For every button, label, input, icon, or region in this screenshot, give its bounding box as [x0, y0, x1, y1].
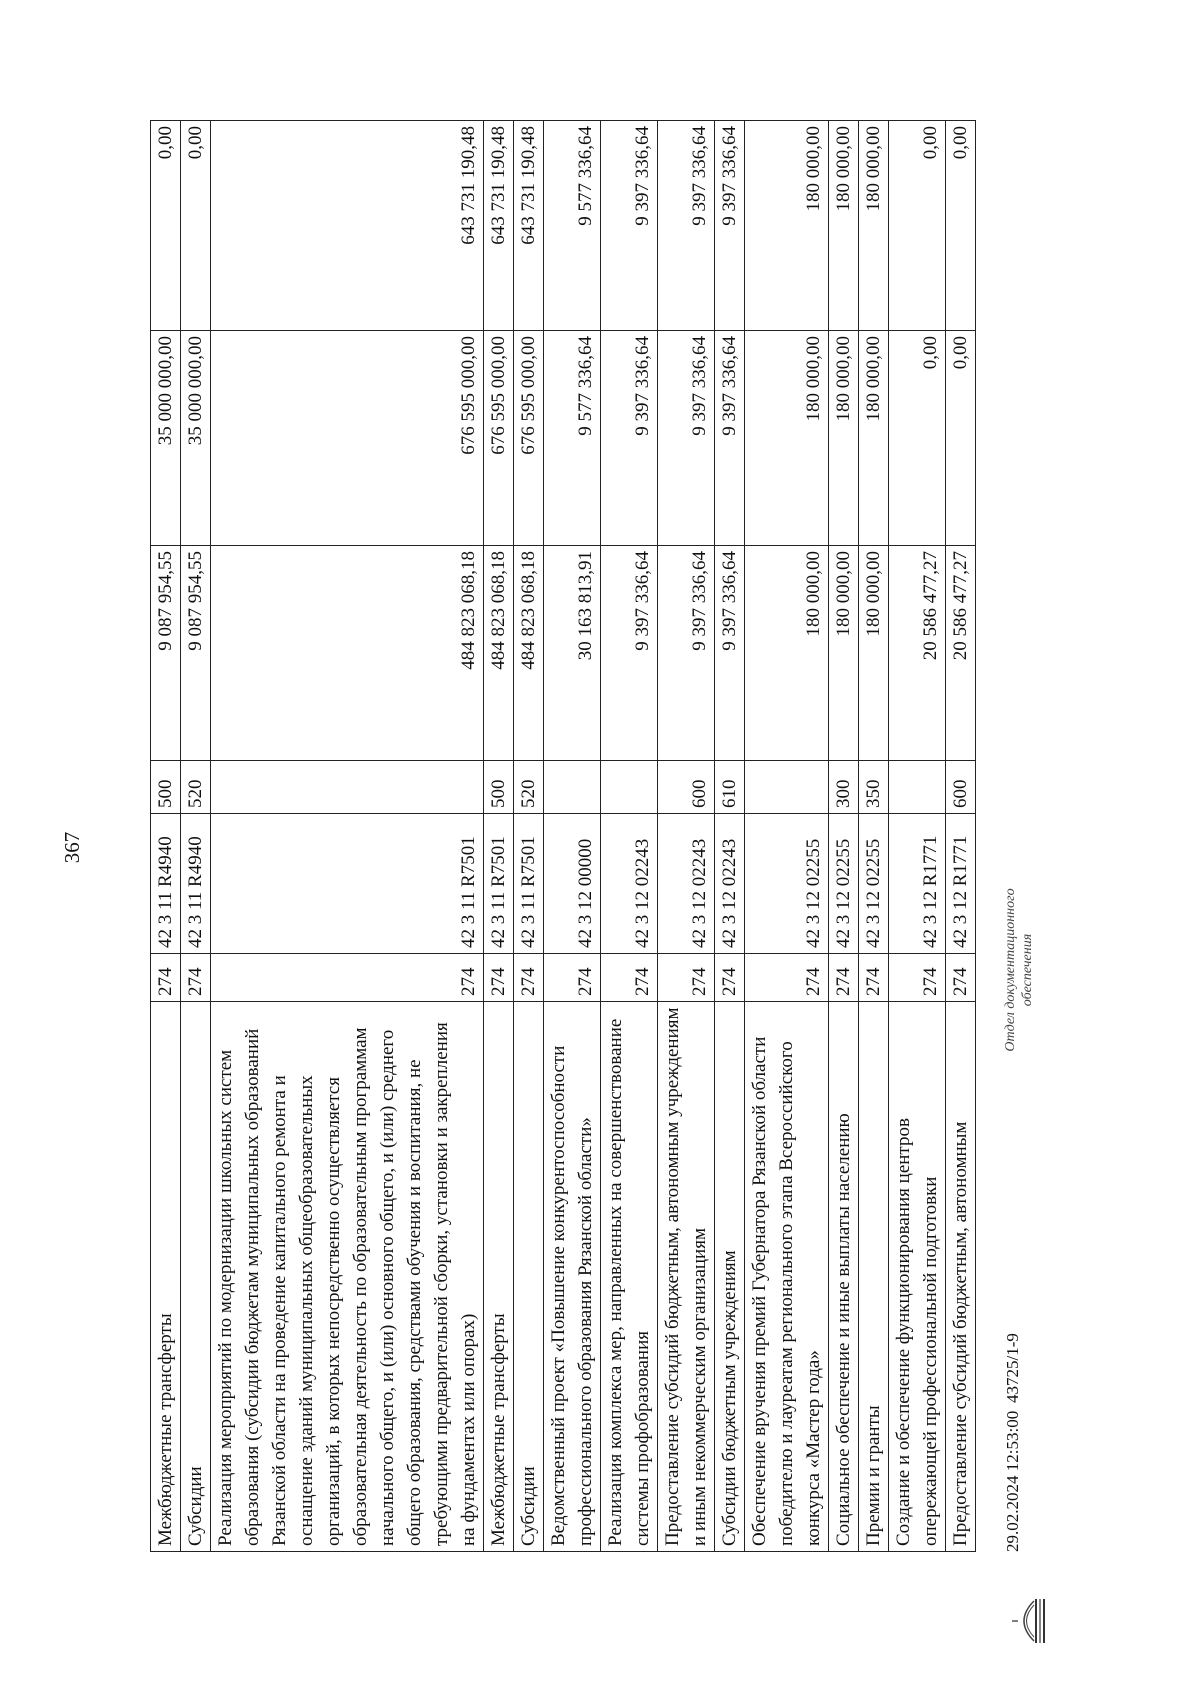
row-amount-year-3: 643 731 190,48: [211, 121, 484, 331]
row-expense-type: [544, 761, 601, 814]
row-amount-year-2: 676 595 000,00: [484, 331, 514, 546]
row-amount-year-3: 180 000,00: [859, 121, 889, 331]
row-amount-year-1: 20 586 477,27: [946, 546, 976, 761]
row-name: Реализация мероприятий по модернизации школьных систем образования (субсидии бюджетам муниципальных образований Рязанской области на проведение капитального ремонта и оснащение зданий муниципальных общеобразовательных организаций, в которых непосредственно осуществляется образовательная деятельность по образовательным программам начального общего, и (или) основного общего, и (или) среднего общего образования, средствами обучения и воспитания, не требующими предварительной сборки, установки и закрепления на фундаментах или опорах): [211, 1002, 484, 1552]
department-stamp: Отдел документационного обеспечения: [1003, 888, 1035, 1052]
row-amount-year-2: 0,00: [946, 331, 976, 546]
row-amount-year-1: 180 000,00: [745, 546, 829, 761]
row-expense-type: 600: [658, 761, 715, 814]
row-amount-year-2: 0,00: [889, 331, 946, 546]
row-amount-year-3: 643 731 190,48: [484, 121, 514, 331]
row-expense-type: 500: [484, 761, 514, 814]
row-admin-code: 274: [514, 954, 544, 1002]
row-amount-year-1: 484 823 068,18: [514, 546, 544, 761]
row-expense-type: [745, 761, 829, 814]
row-target-article: 42 3 12 02243: [658, 814, 715, 954]
table-row: [829, 121, 859, 1552]
table-row: [715, 121, 745, 1552]
table-row: [658, 121, 715, 1552]
row-amount-year-2: 9 397 336,64: [601, 331, 658, 546]
row-target-article: 42 3 11 R4940: [151, 814, 181, 954]
row-name: Межбюджетные трансферты: [484, 1002, 514, 1552]
coat-of-arms-icon: [1010, 1595, 1050, 1647]
row-admin-code: 274: [829, 954, 859, 1002]
row-name: Ведомственный проект «Повышение конкурентоспособности профессионального образования Рязанской области»: [544, 1002, 601, 1552]
table-row: [211, 121, 484, 1552]
table-row: [601, 121, 658, 1552]
row-target-article: 42 3 12 02255: [745, 814, 829, 954]
row-admin-code: 274: [658, 954, 715, 1002]
row-target-article: 42 3 11 R7501: [514, 814, 544, 954]
row-name: Премии и гранты: [859, 1002, 889, 1552]
row-admin-code: 274: [859, 954, 889, 1002]
row-amount-year-2: 676 595 000,00: [211, 331, 484, 546]
row-admin-code: 274: [151, 954, 181, 1002]
row-target-article: 42 3 12 02243: [601, 814, 658, 954]
row-target-article: 42 3 11 R7501: [484, 814, 514, 954]
row-admin-code: 274: [715, 954, 745, 1002]
row-expense-type: [889, 761, 946, 814]
row-name: Межбюджетные трансферты: [151, 1002, 181, 1552]
row-amount-year-3: 0,00: [946, 121, 976, 331]
row-amount-year-1: 9 397 336,64: [715, 546, 745, 761]
row-expense-type: 600: [946, 761, 976, 814]
row-name: Социальное обеспечение и иные выплаты населению: [829, 1002, 859, 1552]
row-target-article: 42 3 12 02243: [715, 814, 745, 954]
row-name: Предоставление субсидий бюджетным, автономным: [946, 1002, 976, 1552]
row-expense-type: 350: [859, 761, 889, 814]
row-amount-year-3: 0,00: [151, 121, 181, 331]
table-row: [946, 121, 976, 1552]
row-amount-year-3: 0,00: [889, 121, 946, 331]
row-amount-year-1: 9 087 954,55: [181, 546, 211, 761]
row-expense-type: 500: [151, 761, 181, 814]
row-amount-year-2: 9 397 336,64: [658, 331, 715, 546]
row-admin-code: 274: [181, 954, 211, 1002]
row-amount-year-3: 0,00: [181, 121, 211, 331]
row-admin-code: 274: [544, 954, 601, 1002]
row-expense-type: 300: [829, 761, 859, 814]
row-expense-type: [211, 761, 484, 814]
budget-table: [150, 120, 976, 1552]
row-target-article: 42 3 12 R1771: [946, 814, 976, 954]
row-name: Субсидии бюджетным учреждениям: [715, 1002, 745, 1552]
row-amount-year-2: 9 577 336,64: [544, 331, 601, 546]
row-amount-year-3: 9 397 336,64: [658, 121, 715, 331]
table-row: [544, 121, 601, 1552]
row-target-article: 42 3 11 R4940: [181, 814, 211, 954]
table-row: [745, 121, 829, 1552]
row-admin-code: 274: [889, 954, 946, 1002]
table-row: [181, 121, 211, 1552]
row-amount-year-1: 9 397 336,64: [658, 546, 715, 761]
row-amount-year-1: 180 000,00: [859, 546, 889, 761]
row-name: Обеспечение вручения премий Губернатора Рязанской области победителю и лауреатам регионального этапа Всероссийского конкурса «Мастер года»: [745, 1002, 829, 1552]
table-row: [484, 121, 514, 1552]
row-amount-year-1: 9 397 336,64: [601, 546, 658, 761]
row-amount-year-2: 676 595 000,00: [514, 331, 544, 546]
row-expense-type: 610: [715, 761, 745, 814]
row-admin-code: 274: [601, 954, 658, 1002]
row-name: Создание и обеспечение функционирования центров опережающей профессиональной подготовки: [889, 1002, 946, 1552]
row-name: Реализация комплекса мер, направленных на совершенствование системы профобразования: [601, 1002, 658, 1552]
row-amount-year-1: 484 823 068,18: [484, 546, 514, 761]
row-target-article: 42 3 12 R1771: [889, 814, 946, 954]
row-expense-type: 520: [181, 761, 211, 814]
row-amount-year-3: 9 397 336,64: [715, 121, 745, 331]
row-amount-year-3: 643 731 190,48: [514, 121, 544, 331]
table-row: [859, 121, 889, 1552]
row-amount-year-1: 9 087 954,55: [151, 546, 181, 761]
row-admin-code: 274: [211, 954, 484, 1002]
row-amount-year-2: 35 000 000,00: [151, 331, 181, 546]
row-amount-year-3: 180 000,00: [829, 121, 859, 331]
row-admin-code: 274: [745, 954, 829, 1002]
row-amount-year-3: 9 577 336,64: [544, 121, 601, 331]
row-amount-year-2: 35 000 000,00: [181, 331, 211, 546]
row-name: Субсидии: [514, 1002, 544, 1552]
row-amount-year-2: 180 000,00: [859, 331, 889, 546]
table-row: [889, 121, 946, 1552]
row-amount-year-2: 9 397 336,64: [715, 331, 745, 546]
row-amount-year-1: 20 586 477,27: [889, 546, 946, 761]
row-admin-code: 274: [946, 954, 976, 1002]
table-row: [514, 121, 544, 1552]
row-amount-year-3: 180 000,00: [745, 121, 829, 331]
footer-date: 29.02.2024 12:53:00: [1003, 1410, 1022, 1552]
row-target-article: 42 3 12 00000: [544, 814, 601, 954]
row-amount-year-2: 180 000,00: [745, 331, 829, 546]
budget-table-body: [151, 121, 976, 1552]
row-target-article: 42 3 12 02255: [859, 814, 889, 954]
row-amount-year-2: 180 000,00: [829, 331, 859, 546]
row-name: Предоставление субсидий бюджетным, автономным учреждениям и иным некоммерческим организациям: [658, 1002, 715, 1552]
page-number: 367: [60, 831, 84, 864]
row-target-article: 42 3 11 R7501: [211, 814, 484, 954]
row-name: Субсидии: [181, 1002, 211, 1552]
row-expense-type: [601, 761, 658, 814]
row-amount-year-1: 180 000,00: [829, 546, 859, 761]
table-row: [151, 121, 181, 1552]
row-target-article: 42 3 12 02255: [829, 814, 859, 954]
row-amount-year-3: 9 397 336,64: [601, 121, 658, 331]
footer-document-code: 43725/1-9: [1003, 1333, 1022, 1403]
row-amount-year-1: 30 163 813,91: [544, 546, 601, 761]
row-expense-type: 520: [514, 761, 544, 814]
row-admin-code: 274: [484, 954, 514, 1002]
row-amount-year-1: 484 823 068,18: [211, 546, 484, 761]
